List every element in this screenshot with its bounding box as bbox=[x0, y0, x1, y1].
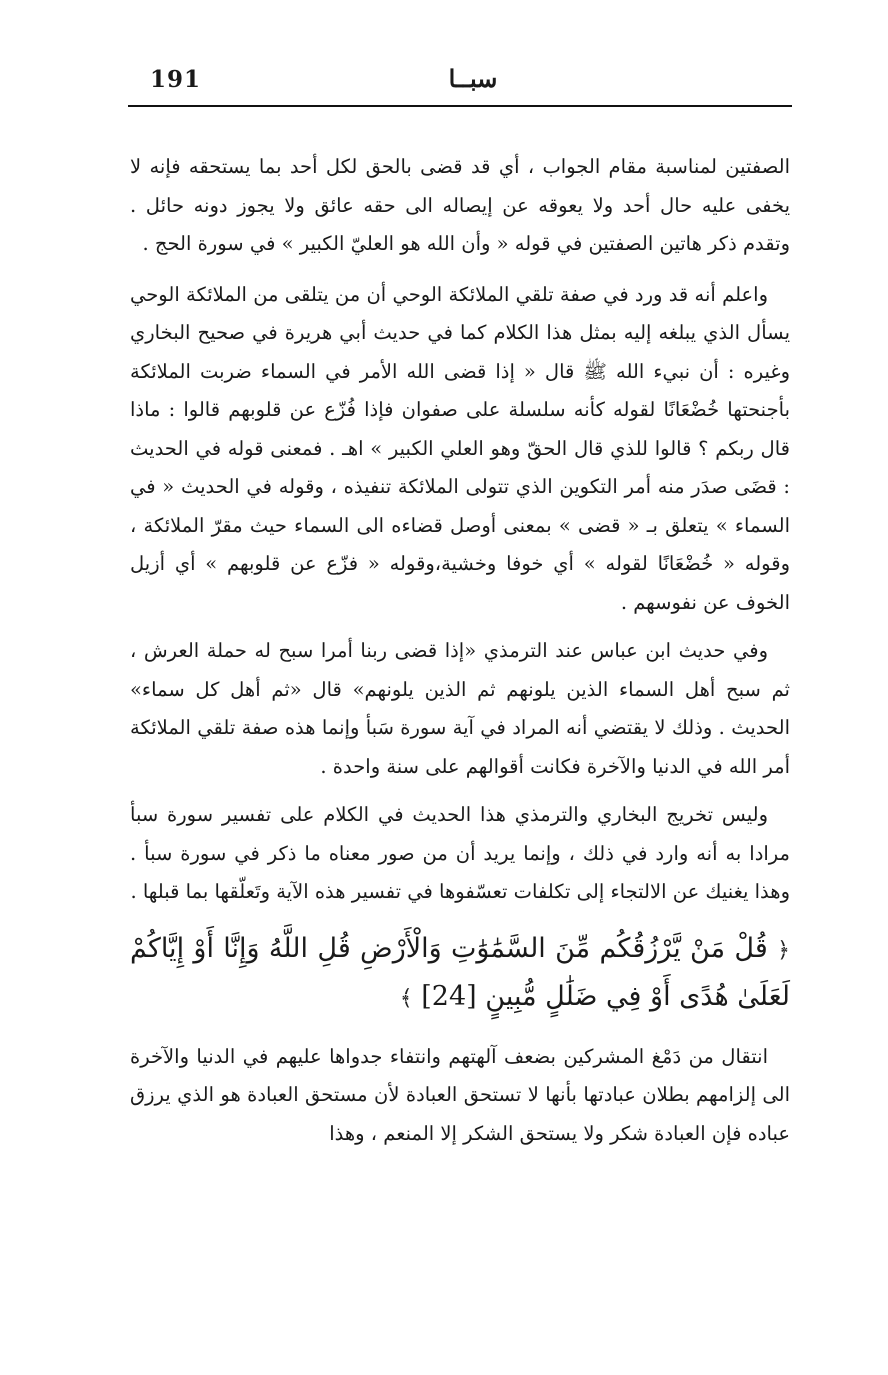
running-title: سبــا bbox=[448, 64, 498, 93]
paragraph-commentary: انتقال من دَمْغ المشركين بضعف آلهتهم وانتفاء جدواها عليهم في الدنيا والآخرة الى إلزامهم بطلان عبادتها بأنها لا تستحق العبادة لأن مستحق العبادة هو الذي يرزق عباده فإن العبادة شكر ولا يستحق الشكر إلا المنعم ، وهذا bbox=[130, 1044, 790, 1145]
quran-verse bbox=[130, 926, 790, 1022]
paragraph-1: الصفتين لمناسبة مقام الجواب ، أي قد قضى بالحق لكل أحد بما يستحقه فإنه لا يخفى عليه حال أحد ولا يعوقه عن إيصاله الى حقه عائق ولا يجوز دونه حائل . وتقدم ذكر هاتين الصفتين في قوله « وأن الله هو العليّ الكبير » في سورة الحج . bbox=[130, 155, 790, 255]
paragraph-2: واعلم أنه قد ورد في صفة تلقي الملائكة الوحي أن من يتلقى من الملائكة الوحي يسأل الذي يبلغه إليه بمثل هذا الكلام كما في حديث أبي هريرة في صحيح البخاري وغيره : أن نبيء الله ﷺ قال « إذا قضى الله الأمر في السماء ضربت الملائكة بأجنحتها خُضْعَانًا لقوله كأنه سلسلة على صفوان فإذا فُزّع عن قلوبهم قالوا : ماذا قال ربكم ؟ قالوا للذي قال الحقّ وهو العلي الكبير » اهـ . فمعنى قوله في الحديث : قضَى صدَر منه أمر التكوين الذي تتولى الملائكة تنفيذه ، وقوله في الحديث « في السماء » يتعلق بـ « قضى » بمعنى أوصل قضاءه الى السماء حيث مقرّ الملائكة ، وقوله « خُضْعَانًا لقوله » أي خوفا وخشية،وقوله « فزّع عن قلوبهم » أي أزيل الخوف عن نفوسهم . bbox=[130, 282, 790, 614]
verse-open-ornament: ﴿ bbox=[777, 937, 790, 963]
page-header bbox=[128, 58, 792, 102]
header-rule bbox=[128, 105, 792, 107]
page-body bbox=[130, 148, 790, 1163]
verse-number: [24] bbox=[421, 980, 477, 1012]
paragraph-3: وفي حديث ابن عباس عند الترمذي «إذا قضى ربنا أمرا سبح له حملة العرش ، ثم سبح أهل السماء الذين يلونهم ثم الذين يلونهم» قال «ثم أهل كل سماء» الحديث . وذلك لا يقتضي أنه المراد في آية سورة سَبأ وإنما هذه صفة تلقي الملائكة أمر الله في الدنيا والآخرة فكانت أقوالهم على سنة واحدة . bbox=[130, 639, 790, 778]
verse-text: قُلْ مَنْ يَّرْزُقُكُم مِّنَ السَّمَٰوَٰتِ وَالْأَرْضِ قُلِ اللَّهُ وَإِنَّا أَوْ إِيَّاكُمْ لَعَلَىٰ هُدًى أَوْ فِي ضَلَٰلٍ مُّبِينٍ bbox=[130, 932, 790, 1012]
verse-close-ornament: ﴾ bbox=[399, 985, 413, 1011]
page-number: 191 bbox=[150, 66, 202, 93]
paragraph-4: وليس تخريج البخاري والترمذي هذا الحديث في الكلام على تفسير سورة سبأ مرادا به أنه وارد في ذلك ، وإنما يريد أن من صور معناه ما ذكر في سورة سبأ . وهذا يغنيك عن الالتجاء إلى تكلفات تعسّفوها في تفسير هذه الآية وتَعلّقها بما قبلها . bbox=[130, 803, 790, 903]
